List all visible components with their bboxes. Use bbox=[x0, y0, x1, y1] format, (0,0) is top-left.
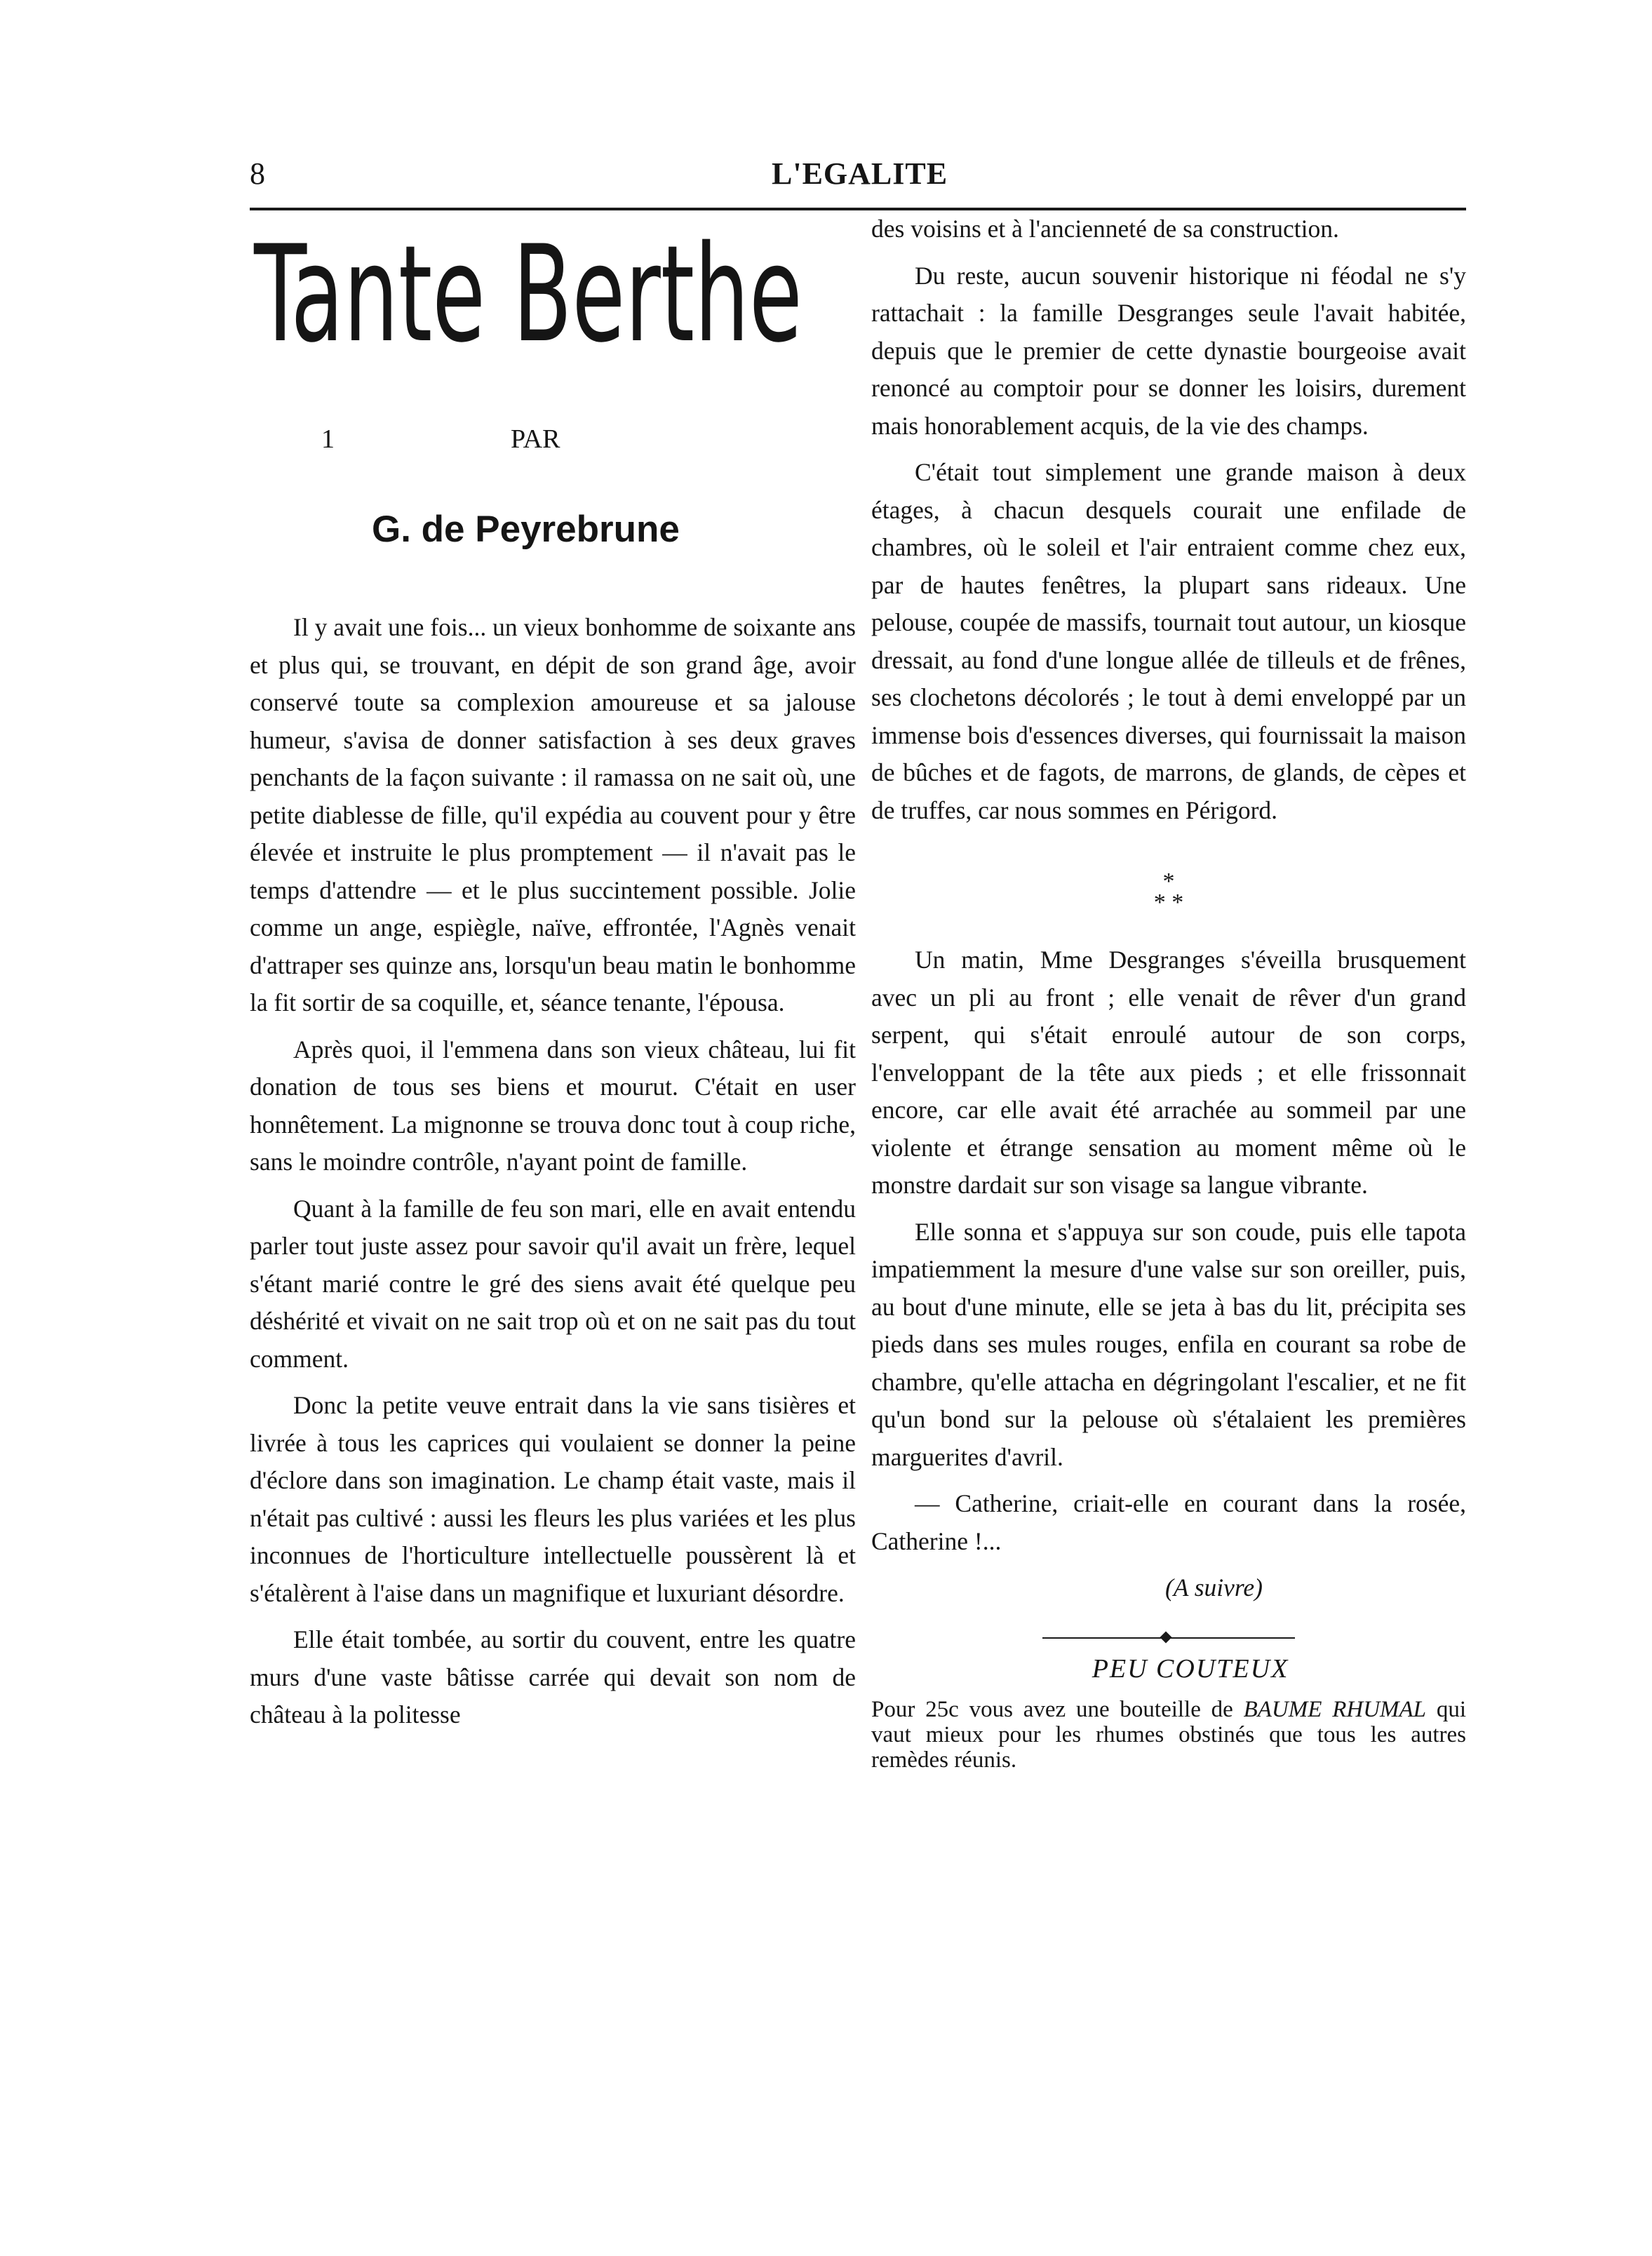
paragraph: Du reste, aucun souvenir historique ni féodal ne s'y rattachait : la famille Desgranges seule l'avait habitée, depuis que le premier de cette dynastie bourgeoise avait renoncé au comptoir pour se donner les loisirs, durement mais honorablement acquis, de la vie des champs. bbox=[871, 261, 1466, 440]
paragraph: Elle sonna et s'appuya sur son coude, puis elle tapota impatiemment la mesure d'une valse sur son oreiller, puis, au bout d'une minute, elle se jeta à bas du lit, précipita ses pieds dans ses mules rouges, enfila en courant sa robe de chambre, qu'elle attacha en dégringolant l'escalier, et ne fit qu'un bond sur la pelouse où s'étalaient les premières marguerites d'avril. bbox=[871, 1217, 1466, 1471]
advert-product: BAUME RHUMAL bbox=[1243, 1697, 1427, 1722]
paragraph: Elle était tombée, au sortir du couvent, entre les quatre murs d'une vaste bâtisse carrée qui devait son nom de château à la politesse bbox=[250, 1625, 856, 1728]
paragraph: Un matin, Mme Desgranges s'éveilla brusquement avec un pli au front ; elle venait de rêver d'un grand serpent, qui s'était enroulé autour de son corps, l'enveloppant de la tête aux pieds ; et elle frissonnait encore, car elle avait été arrachée au sommeil par une violente et étrange sensation au moment même où le monstre dardait sur son visage sa langue vibrante. bbox=[871, 946, 1466, 1199]
chapter-number: 1 bbox=[321, 424, 335, 454]
page-number: 8 bbox=[250, 156, 265, 191]
paragraph: Donc la petite veuve entrait dans la vie sans tisières et livrée à tous les caprices qui voulaient se donner la peine d'éclore dans son imagination. Le champ était vaste, mais il n'était pas cultivé : aussi les fleurs les plus variées et les plus inconnues de l'horticulture intellectuelle poussèrent là et s'étalèrent à l'aise dans un magnifique et luxuriant désordre. bbox=[250, 1391, 856, 1607]
running-head: L'EGALITE bbox=[772, 156, 948, 191]
paragraph: C'était tout simplement une grande maison à deux étages, à chacun desquels courait une enfilade de chambres, où le soleil et l'air entraient comme chez eux, par de hautes fenêtres, la plupart sans rideaux. Une pelouse, coupée de massifs, tournait tout autour, un kiosque dressait, au fond d'une longue allée de tilleuls et de frênes, ses clochetons décolorés ; le tout à demi enveloppé par un immense bois d'essences diverses, qui fournissait la maison de bûches et de fagots, de marrons, de glands, de cèpes et de truffes, car nous sommes en Périgord. bbox=[871, 458, 1466, 824]
right-column bbox=[871, 210, 1466, 1782]
advert-text-before: Pour 25c vous avez une bouteille de bbox=[871, 1697, 1233, 1722]
ornamental-rule bbox=[1042, 1631, 1295, 1645]
paragraph: — Catherine, criait-elle en courant dans la rosée, Catherine !... bbox=[871, 1489, 1466, 1555]
asterism-bottom: * * bbox=[1153, 889, 1184, 915]
left-column bbox=[250, 609, 856, 1743]
byline-par: PAR bbox=[511, 424, 560, 454]
asterism-top: * bbox=[1162, 868, 1175, 894]
advert-title: PEU COUTEUX bbox=[1092, 1653, 1289, 1684]
paragraph-continuation: des voisins et à l'ancienneté de sa construction. bbox=[871, 215, 1339, 243]
paragraph: Quant à la famille de feu son mari, elle en avait entendu parler tout juste assez pour savoir qu'il avait un frère, lequel s'étant marié contre le gré des siens avait été quelque peu déshérité et vivait on ne sait trop où et on ne sait pas du tout comment. bbox=[250, 1194, 856, 1373]
diamond-ornament-icon bbox=[1160, 1631, 1172, 1643]
asterism bbox=[871, 868, 1466, 915]
author-name: G. de Peyrebrune bbox=[372, 509, 680, 550]
advert-text-after: qui vaut mieux pour les rhumes obstinés que tous les autres remèdes réunis. bbox=[871, 1697, 1466, 1773]
story-title: Tante Berthe bbox=[254, 217, 803, 372]
paragraph: Après quoi, il l'emmena dans son vieux château, lui fit donation de tous ses biens et mourut. C'était en user honnêtement. La mignonne se trouva donc tout à coup riche, sans le moindre contrôle, n'ayant point de famille. bbox=[250, 1035, 856, 1176]
advert-text bbox=[871, 1697, 1466, 1773]
a-suivre: (A suivre) bbox=[1164, 1573, 1263, 1602]
paragraph: Il y avait une fois... un vieux bonhomme de soixante ans et plus qui, se trouvant, en dépit de son grand âge, avoir conservé toute sa complexion amoureuse et sa jalouse humeur, s'avisa de donner satisfaction à ses deux graves penchants de la façon suivante : il ramassa on ne sait où, une petite diablesse de fille, qu'il expédia au couvent pour y être élevée et instruite le plus promptement — il n'avait pas le temps d'attendre — et le plus succintement possible. Jolie comme un ange, espiègle, naïve, effrontée, l'Agnès venait d'attraper ses quinze ans, lorsqu'un beau matin le bonhomme la fit sortir de sa coquille, et, séance tenante, l'épousa. bbox=[250, 613, 856, 1016]
